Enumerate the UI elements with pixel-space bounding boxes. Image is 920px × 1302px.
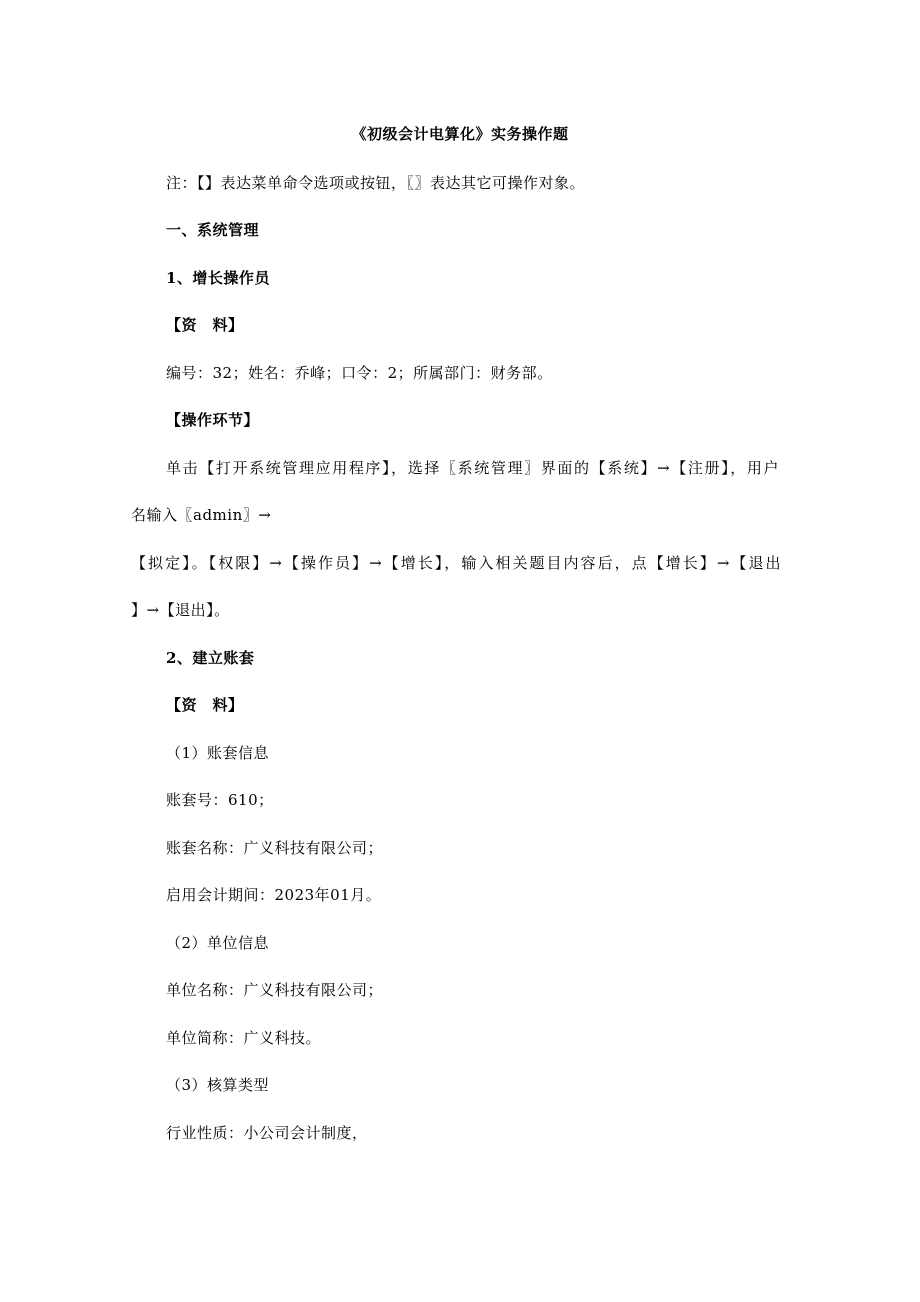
subsection-heading-unit-info: （2）单位信息 xyxy=(166,934,270,952)
item-heading-add-operator: 1、增长操作员 xyxy=(166,269,270,287)
steps-paragraph-line: 【拟定】。【权限】→【操作员】→【增长】，输入相关题目内容后，点【增长】→【退出 xyxy=(131,554,781,572)
unit-short-name-line: 单位简称：广义科技。 xyxy=(166,1029,322,1047)
material-text: 编号：32；姓名：乔峰；口令：2；所属部门：财务部。 xyxy=(166,364,553,382)
unit-name-line: 单位名称：广义科技有限公司； xyxy=(166,981,384,999)
material-label: 【资 料】 xyxy=(166,696,244,714)
document-title: 《初级会计电算化》实务操作题 xyxy=(351,125,569,143)
note-text: 注：【】表达菜单命令选项或按钮，〖〗表达其它可操作对象。 xyxy=(166,174,586,192)
account-name-line: 账套名称：广义科技有限公司； xyxy=(166,839,384,857)
subsection-heading-accounting-type: （3）核算类型 xyxy=(166,1076,270,1094)
subsection-heading-account-info: （1）账套信息 xyxy=(166,744,270,762)
item-heading-create-account-set: 2、建立账套 xyxy=(166,649,255,667)
steps-paragraph-line: 】→【退出】。 xyxy=(131,601,230,619)
section-heading-system-management: 一、系统管理 xyxy=(166,221,260,239)
steps-paragraph-line: 名输入〖admin〗→ xyxy=(131,506,272,524)
steps-label: 【操作环节】 xyxy=(166,411,260,429)
account-number-line: 账套号：610； xyxy=(166,791,274,809)
steps-paragraph-line: 单击【打开系统管理应用程序】，选择〖系统管理〗界面的【系统】→【注册】，用户 xyxy=(166,459,779,477)
start-period-line: 启用会计期间：2023年01月。 xyxy=(166,886,382,904)
material-label: 【资 料】 xyxy=(166,316,244,334)
industry-nature-line: 行业性质：小公司会计制度， xyxy=(166,1124,368,1142)
